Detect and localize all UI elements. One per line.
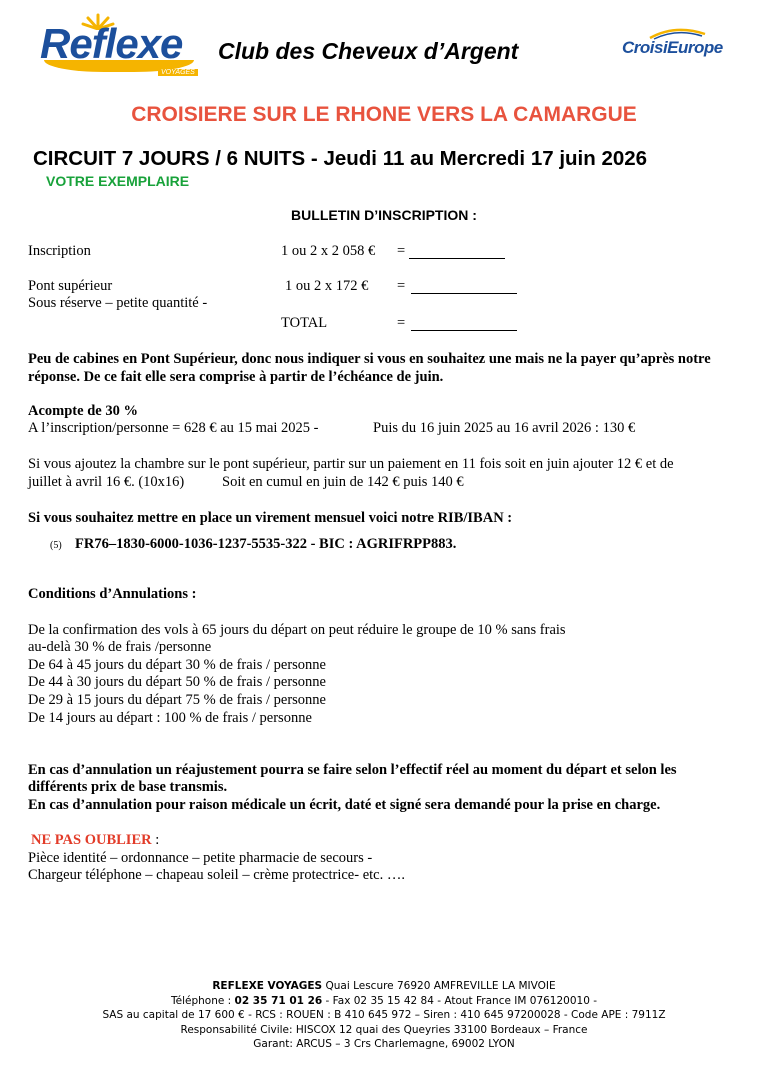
conditions-line: De 44 à 30 jours du départ 50 % de frais / personne	[28, 674, 326, 690]
acompte-line-a: A l’inscription/personne = 628 € au 15 mai 2025 -	[28, 420, 319, 436]
footer-tel-rest: - Fax 02 35 15 42 84 - Atout France IM 076120010 -	[322, 994, 598, 1007]
pont-payment-line1: Si vous ajoutez la chambre sur le pont supérieur, partir sur un paiement en 11 fois soit en juin ajouter 12 € et de	[28, 456, 674, 472]
reflexe-logo-sub: VOYAGES	[158, 69, 198, 76]
pont-payment-line2b: Soit en cumul en juin de 142 € puis 140 €	[222, 474, 464, 490]
conditions-title: Conditions d’Annulations :	[28, 586, 197, 602]
pont-note: Sous réserve – petite quantité -	[28, 295, 208, 311]
inscription-amount-field[interactable]	[409, 245, 505, 259]
footer-line2	[0, 994, 768, 1009]
conditions-line: De 14 jours au départ : 100 % de frais / personne	[28, 710, 312, 726]
inscription-label: Inscription	[28, 243, 91, 259]
footer-tel-label: Téléphone :	[170, 994, 235, 1007]
footer-line3: SAS au capital de 17 600 € - RCS : ROUEN : B 410 645 972 – Siren : 410 645 97200028 - Code APE : 7911Z	[102, 1009, 666, 1021]
croisieurope-logo	[620, 30, 723, 64]
inscription-equals: =	[397, 243, 406, 259]
footer-line1	[0, 979, 768, 994]
pont-equals: =	[397, 278, 406, 294]
conditions-line: au-delà 30 % de frais /personne	[28, 639, 212, 655]
footer-line4: Responsabilité Civile: HISCOX 12 quai des Queyries 33100 Bordeaux – France	[180, 1023, 588, 1036]
inscription-price: 1 ou 2 x 2 058 €	[281, 243, 376, 259]
oublier-heading	[31, 832, 159, 849]
rib-value: FR76–1830-6000-1036-1237-5535-322 - BIC : AGRIFRPP883.	[75, 536, 457, 552]
reflexe-logo	[40, 12, 205, 82]
footer-address: Quai Lescure 76920 AMFREVILLE LA MIVOIE	[322, 980, 556, 992]
annulation-line2: différents prix de base transmis.	[28, 779, 228, 795]
acompte-title: Acompte de 30 %	[28, 403, 138, 419]
annulation-line3: En cas d’annulation pour raison médicale un écrit, daté et signé sera demandé pour la prise en charge.	[28, 797, 661, 813]
footer-company: REFLEXE VOYAGES	[212, 980, 323, 992]
total-label: TOTAL	[281, 315, 328, 331]
total-equals: =	[397, 315, 406, 331]
conditions-line: De la confirmation des vols à 65 jours du départ on peut réduire le groupe de 10 % sans frais	[28, 622, 566, 638]
bulletin-heading: BULLETIN D’INSCRIPTION :	[291, 207, 477, 223]
page-title: CROISIERE SUR LE RHONE VERS LA CAMARGUE	[131, 103, 637, 126]
oublier-line2: Chargeur téléphone – chapeau soleil – crème protectrice- etc. ….	[28, 867, 405, 883]
pont-amount-field[interactable]	[411, 280, 517, 294]
footer-line5: Garant: ARCUS – 3 Crs Charlemagne, 69002 LYON	[253, 1038, 515, 1050]
pont-label: Pont supérieur	[28, 278, 113, 294]
footer-tel: 02 35 71 01 26	[234, 994, 323, 1007]
pont-payment-line2a: juillet à avril 16 €. (10x16)	[28, 474, 185, 490]
pont-price: 1 ou 2 x 172 €	[285, 278, 369, 294]
annulation-line1: En cas d’annulation un réajustement pourra se faire selon l’effectif réel au moment du départ et selon les	[28, 762, 677, 778]
exemplaire-label: VOTRE EXEMPLAIRE	[46, 173, 190, 189]
club-title: Club des Cheveux d’Argent	[218, 38, 519, 64]
conditions-line: De 29 à 15 jours du départ 75 % de frais / personne	[28, 692, 326, 708]
cabins-note: Peu de cabines en Pont Supérieur, donc nous indiquer si vous en souhaitez une mais ne la payer qu’après notre réponse. De ce fait elle sera comprise à partir de l’échéance de juin.	[28, 351, 711, 385]
rib-marker: (5)	[50, 540, 62, 551]
circuit-heading: CIRCUIT 7 JOURS / 6 NUITS - Jeudi 11 au Mercredi 17 juin 2026	[33, 147, 648, 170]
oublier-title: NE PAS OUBLIER	[31, 832, 152, 848]
croisieurope-logo-text: CroisiEurope	[622, 38, 723, 57]
rib-title: Si vous souhaitez mettre en place un virement mensuel voici notre RIB/IBAN :	[28, 510, 513, 526]
conditions-line: De 64 à 45 jours du départ 30 % de frais / personne	[28, 657, 326, 673]
footer	[0, 979, 768, 1052]
reflexe-logo-text: Reflexe	[40, 20, 183, 67]
oublier-line1: Pièce identité – ordonnance – petite pharmacie de secours -	[28, 850, 373, 866]
oublier-colon: :	[151, 832, 160, 848]
acompte-line-b: Puis du 16 juin 2025 au 16 avril 2026 : 130 €	[373, 420, 636, 436]
total-amount-field[interactable]	[411, 317, 517, 331]
